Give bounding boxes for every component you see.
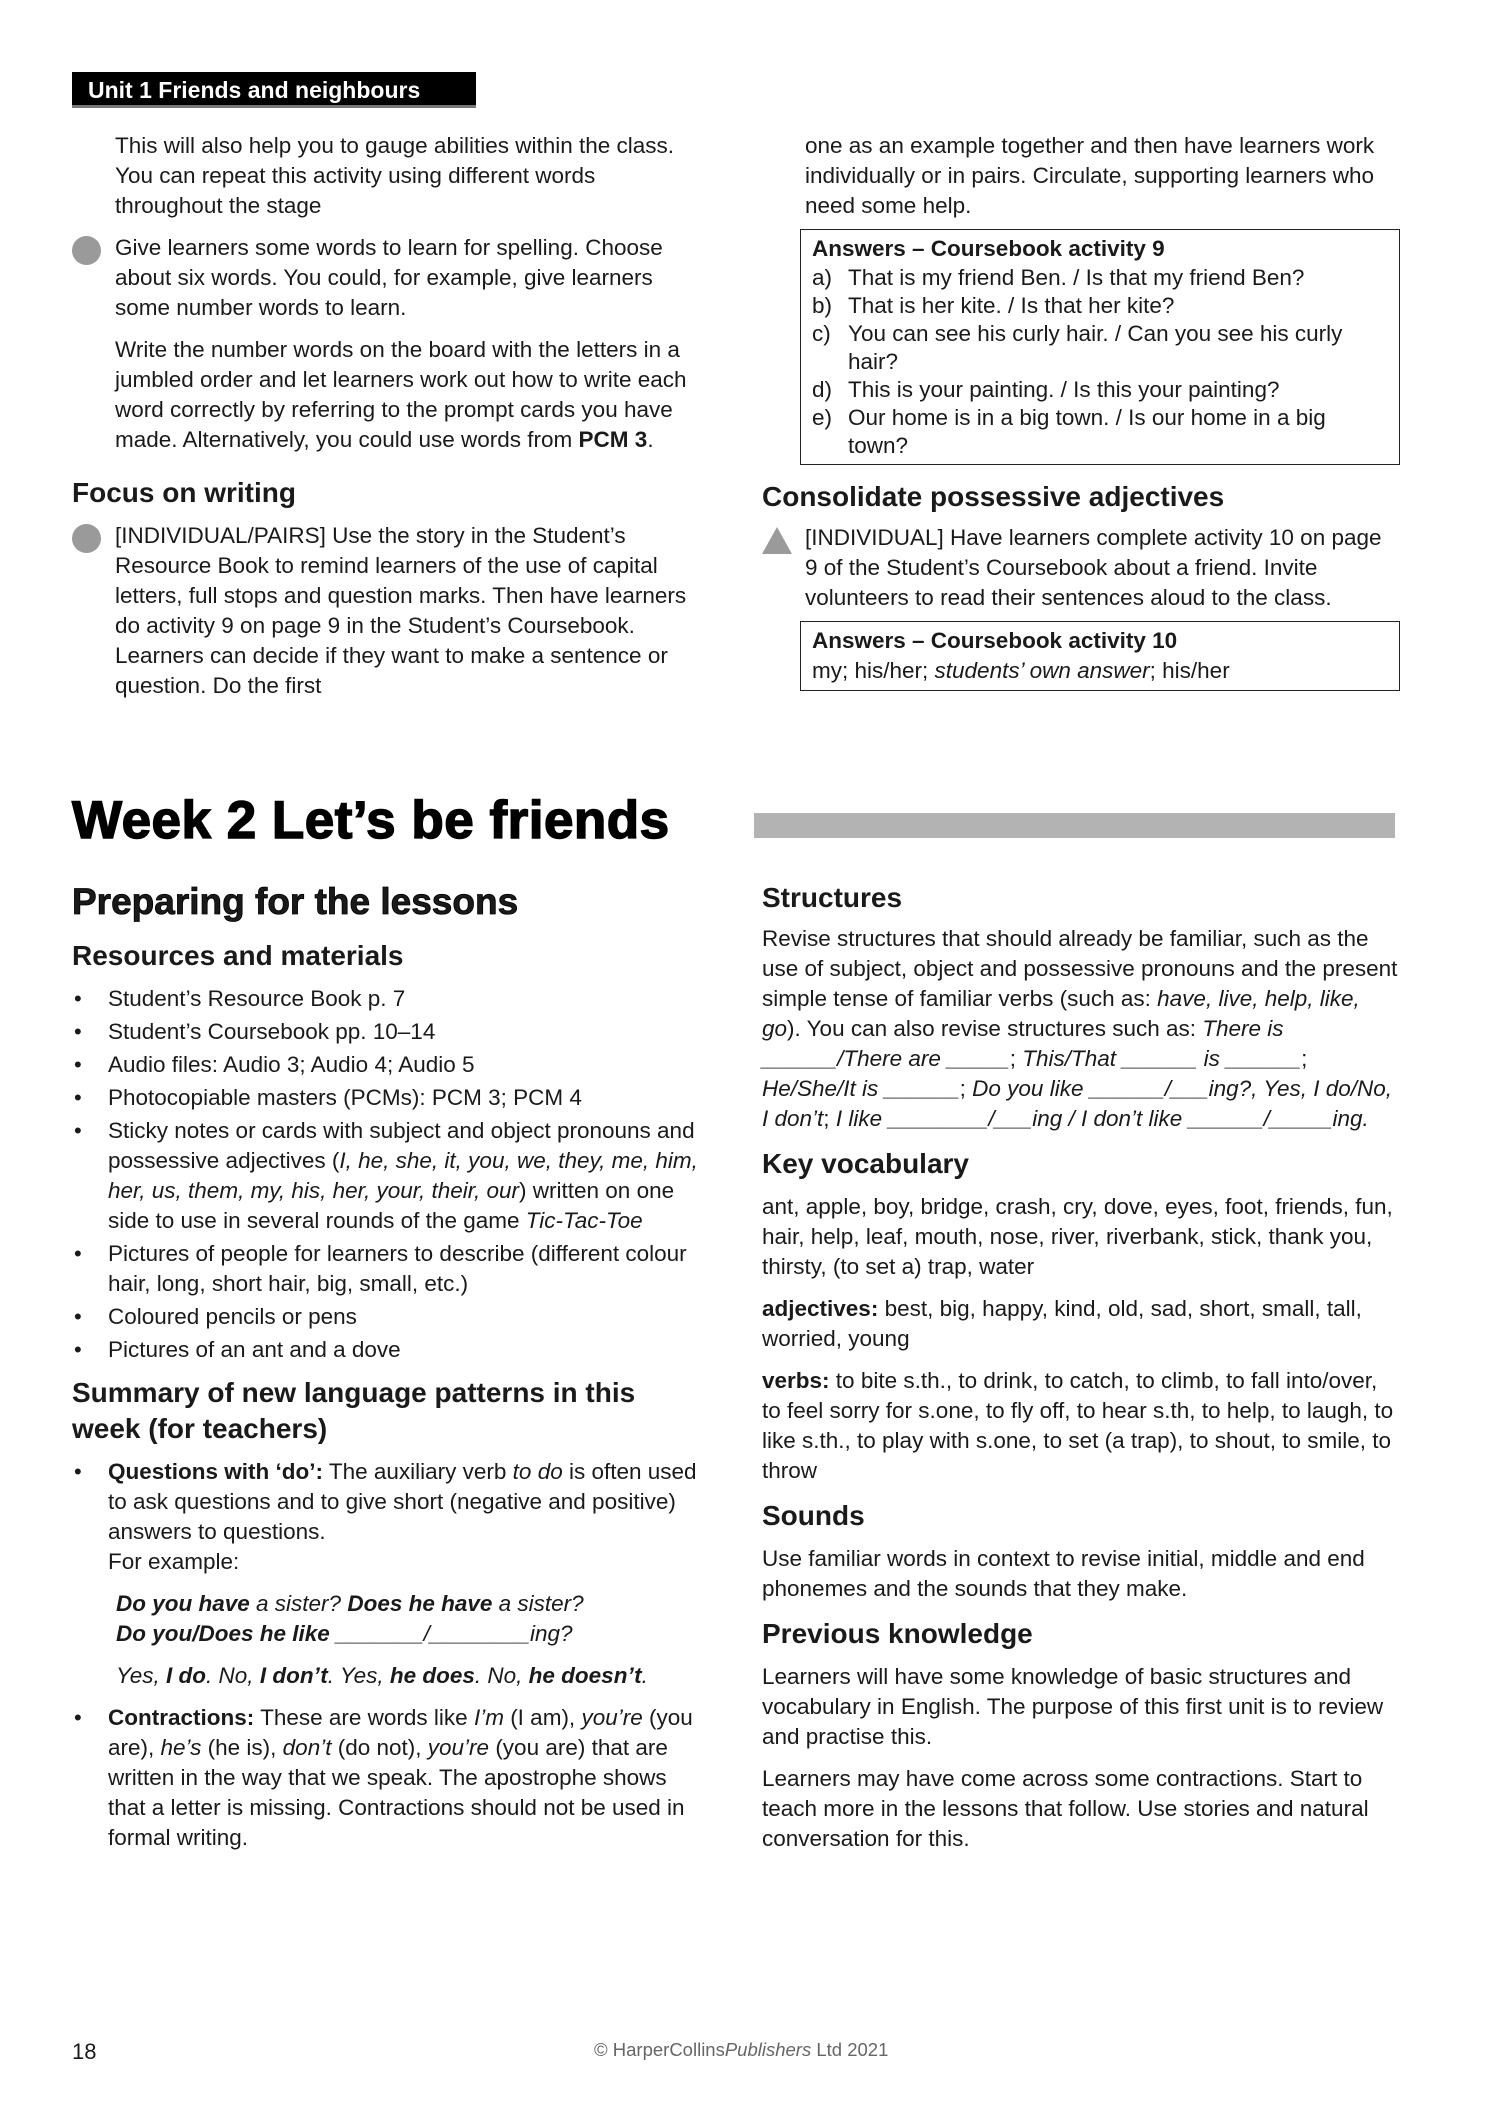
text-run: Pictures of people for learners to describe (different colour hair, long, short hair, big, small, etc.) <box>108 1241 687 1296</box>
answer-letter: d) <box>812 377 833 402</box>
text-run: [INDIVIDUAL/PAIRS] Use the story in the Student’s Resource Book to remind learners of the use of capital letters, full stops and question marks. Then have learners do activity 9 on page 9 in the Student’s Coursebook. Learners can decide if they want to make a sentence or question. Do the first <box>115 523 687 698</box>
text-run: I’m <box>473 1705 504 1730</box>
activity-circle-icon <box>72 236 101 265</box>
top-left-column <box>72 131 690 713</box>
text-run: Give learners some words to learn for spelling. Choose about six words. You could, for example, give learners some number words to learn. <box>115 235 663 320</box>
text-run: he doesn’t <box>528 1663 642 1688</box>
answers-box-activity-10 <box>800 621 1400 691</box>
answer-item <box>812 404 1389 460</box>
text-run: Sticky notes or cards with subject and object pronouns and possessive adjectives ( <box>108 1118 695 1173</box>
list-item <box>72 1116 702 1236</box>
paragraph <box>108 1457 702 1547</box>
text-run: ) written on one side to use in several rounds of the game <box>108 1178 675 1233</box>
text-run: Student’s Resource Book p. 7 <box>108 986 406 1011</box>
list-item <box>72 1050 702 1080</box>
text-run: (do not), <box>331 1735 428 1760</box>
top-right-column <box>762 131 1400 705</box>
list-item <box>72 1083 702 1113</box>
text-run: These are words like <box>254 1705 474 1730</box>
section-heading: Key vocabulary <box>762 1148 969 1179</box>
copyright-text: © HarperCollins <box>594 2039 725 2060</box>
text-run: Student’s Coursebook pp. 10–14 <box>108 1019 436 1044</box>
text-run: . No, <box>206 1663 260 1688</box>
text-run: Use familiar words in context to revise initial, middle and end phonemes and the sounds that they make. <box>762 1546 1365 1601</box>
text-run: . Yes, <box>327 1663 390 1688</box>
copyright-text: Ltd 2021 <box>811 2039 889 2060</box>
text-run: (I am), <box>503 1705 582 1730</box>
text-run: Do you like ______/___ing?, Yes, I do/No, I don’t <box>762 1076 1393 1131</box>
text-run: I, he, she, it, you, we, they, me, him, her, us, them, my, his, her, your, their, our <box>108 1148 698 1203</box>
paragraph <box>115 335 690 455</box>
paragraph <box>805 523 1400 613</box>
text-run: Does he have <box>347 1591 493 1616</box>
text-run: PCM 3 <box>578 427 648 452</box>
text-run: a sister? <box>492 1591 584 1616</box>
unit-header: Unit 1 Friends and neighbours <box>72 72 476 108</box>
answer-text: That is my friend Ben. / Is that my friend Ben? <box>848 265 1305 290</box>
answer-item <box>812 320 1389 376</box>
text-run: Photocopiable masters (PCMs): PCM 3; PCM 4 <box>108 1085 582 1110</box>
section-heading: Consolidate possessive adjectives <box>762 481 1225 512</box>
example <box>108 1589 702 1619</box>
answers-box-activity-9 <box>800 229 1400 465</box>
answer-item <box>812 376 1389 404</box>
text-run: There is ______/There are _____ <box>762 1016 1284 1071</box>
answer-item <box>812 264 1389 292</box>
text-run: my; his/her; <box>812 658 935 683</box>
answer-text: This is your painting. / Is this your painting? <box>848 377 1280 402</box>
paragraph <box>762 1544 1398 1604</box>
list-item <box>72 984 702 1014</box>
text-run: Questions with ‘do’: <box>108 1459 323 1484</box>
answers-body <box>812 656 1389 686</box>
text-run: you’re <box>581 1705 643 1730</box>
page-number: 18 <box>72 2039 97 2064</box>
activity-item <box>115 521 690 701</box>
text-run: you’re <box>427 1735 490 1760</box>
section-heading: Previous knowledge <box>762 1618 1033 1649</box>
text-run: Write the number words on the board with the letters in a jumbled order and let learners work out how to write each word correctly by referring to the prompt cards you have made. Alternatively, you could use words from <box>115 337 687 452</box>
activity-circle-icon <box>72 524 101 553</box>
list-item <box>72 1017 702 1047</box>
answer-text: That is her kite. / Is that her kite? <box>848 293 1175 318</box>
text-run: Audio files: Audio 3; Audio 4; Audio 5 <box>108 1052 475 1077</box>
text-run: Pictures of an ant and a dove <box>108 1337 401 1362</box>
preparing-heading: Preparing for the lessons <box>72 881 519 922</box>
text-run: I like ________/___ing / I don’t like ______/_____ing. <box>835 1106 1369 1131</box>
answer-letter: c) <box>812 321 831 346</box>
text-run: ; <box>1009 1046 1023 1071</box>
text-run: adjectives: <box>762 1296 879 1321</box>
text-run: best, big, happy, kind, old, sad, short, small, tall, worried, young <box>762 1296 1362 1351</box>
text-run: Do you/Does he like <box>116 1621 330 1646</box>
text-run: This/That ______ is ______ <box>1022 1046 1302 1071</box>
answer-letter: e) <box>812 405 833 430</box>
week-title-bar <box>754 813 1395 838</box>
list-item <box>72 1335 702 1365</box>
text-run: one as an example together and then have learners work individually or in pairs. Circulate, supporting learners who need some help. <box>805 133 1375 218</box>
text-run: a sister? <box>249 1591 348 1616</box>
text-run: Tic-Tac-Toe <box>525 1208 643 1233</box>
text-run: . No, <box>474 1663 529 1688</box>
text-run: Coloured pencils or pens <box>108 1304 357 1329</box>
text-run: (you are) that are written in the way that we speak. The apostrophe shows that a letter is missing. Contractions should not be used in formal writing. <box>108 1735 685 1850</box>
paragraph <box>108 1703 702 1853</box>
paragraph <box>762 1192 1398 1282</box>
answers-title: Answers – Coursebook activity 10 <box>812 628 1178 653</box>
paragraph <box>762 924 1398 1134</box>
lower-right-column <box>762 880 1398 1866</box>
text-run: students’ own answer <box>934 658 1150 683</box>
text-run: ant, apple, boy, bridge, crash, cry, dove, eyes, foot, friends, fun, hair, help, leaf, mouth, nose, river, riverbank, stick, thank you, thirsty, (to set a) trap, water <box>762 1194 1393 1279</box>
section-heading: Sounds <box>762 1500 865 1531</box>
text-run: don’t <box>282 1735 332 1760</box>
answers-list <box>812 264 1389 460</box>
text-run: ). You can also revise structures such as: <box>787 1016 1203 1041</box>
copyright <box>594 2035 888 2065</box>
answer-item <box>812 292 1389 320</box>
example <box>108 1661 702 1691</box>
list-item <box>72 1703 702 1853</box>
text-run: ; <box>959 1076 973 1101</box>
text-run: ; <box>823 1106 836 1131</box>
text-run: ; his/her <box>1149 658 1230 683</box>
text-run: verbs: <box>762 1368 830 1393</box>
section-heading: Focus on writing <box>72 477 296 508</box>
text-run: [INDIVIDUAL] Have learners complete activity 10 on page 9 of the Student’s Coursebook about a friend. Invite volunteers to read their sentences aloud to the class. <box>805 525 1382 610</box>
section-heading: Resources and materials <box>72 940 404 971</box>
week-title: Week 2 Let’s be friends <box>72 791 670 850</box>
paragraph <box>762 1764 1398 1854</box>
answer-letter: a) <box>812 265 833 290</box>
text-run: He/She/It is ______ <box>762 1076 960 1101</box>
text-run: have, live, help, like, go <box>762 986 1360 1041</box>
text-run: to do <box>512 1459 563 1484</box>
text-run: (he is), <box>201 1735 283 1760</box>
paragraph <box>800 131 1400 221</box>
text-run: Learners may have come across some contractions. Start to teach more in the lessons that follow. Use stories and natural conversation for this. <box>762 1766 1369 1851</box>
resources-list <box>72 984 702 1365</box>
list-item <box>72 1457 702 1691</box>
section-heading: Summary of new language patterns in this week (for teachers) <box>72 1377 636 1444</box>
text-run: I do <box>166 1663 207 1688</box>
answer-text: Our home is in a big town. / Is our home in a big town? <box>848 405 1326 458</box>
activity-item <box>115 233 690 323</box>
text-run: (you are), <box>108 1705 693 1760</box>
paragraph <box>762 1662 1398 1752</box>
text-run: he does <box>389 1663 475 1688</box>
lower-left-column <box>72 880 702 1865</box>
text-run: Yes, <box>116 1663 167 1688</box>
text-run: This will also help you to gauge abilities within the class. You can repeat this activity using different words throughout the stage <box>115 133 675 218</box>
summary-list <box>72 1457 702 1853</box>
copyright-text: Publishers <box>724 2039 812 2060</box>
paragraph <box>762 1366 1398 1486</box>
answers-title: Answers – Coursebook activity 9 <box>812 236 1165 261</box>
example <box>108 1619 702 1649</box>
text-run: Do you have <box>116 1591 250 1616</box>
text-run: ; <box>1301 1046 1308 1071</box>
text-run: I don’t <box>259 1663 328 1688</box>
section-heading: Structures <box>762 882 903 913</box>
activity-triangle-icon <box>762 527 792 554</box>
text-run: he’s <box>160 1735 202 1760</box>
list-item <box>72 1239 702 1299</box>
paragraph <box>115 131 690 221</box>
text-run: Learners will have some knowledge of basic structures and vocabulary in English. The purpose of this first unit is to review and practise this. <box>762 1664 1384 1749</box>
text-run: The auxiliary verb <box>323 1459 513 1484</box>
paragraph <box>115 521 690 701</box>
activity-item <box>800 523 1400 613</box>
text-run: is often used to ask questions and to give short (negative and positive) answers to questions. <box>108 1459 697 1544</box>
text-run: Contractions: <box>108 1705 255 1730</box>
text-run: _______/________ <box>329 1621 531 1646</box>
for-example-label: For example: <box>108 1549 240 1574</box>
paragraph <box>762 1294 1398 1354</box>
text-run: to bite s.th., to drink, to catch, to climb, to fall into/over, to feel sorry for s.one, to fly off, to hear s.th, to help, to laugh, to like s.th., to play with s.one, to set (a trap), to shout, to smile, to throw <box>762 1368 1394 1483</box>
text-run: . <box>647 427 654 452</box>
text-run: . <box>641 1663 648 1688</box>
answer-letter: b) <box>812 293 833 318</box>
paragraph <box>115 233 690 323</box>
text-run: ing? <box>530 1621 573 1646</box>
text-run: Revise structures that should already be familiar, such as the use of subject, object and possessive pronouns and the present simple tense of familiar verbs (such as: <box>762 926 1398 1011</box>
list-item <box>72 1302 702 1332</box>
answer-text: You can see his curly hair. / Can you see his curly hair? <box>848 321 1343 374</box>
